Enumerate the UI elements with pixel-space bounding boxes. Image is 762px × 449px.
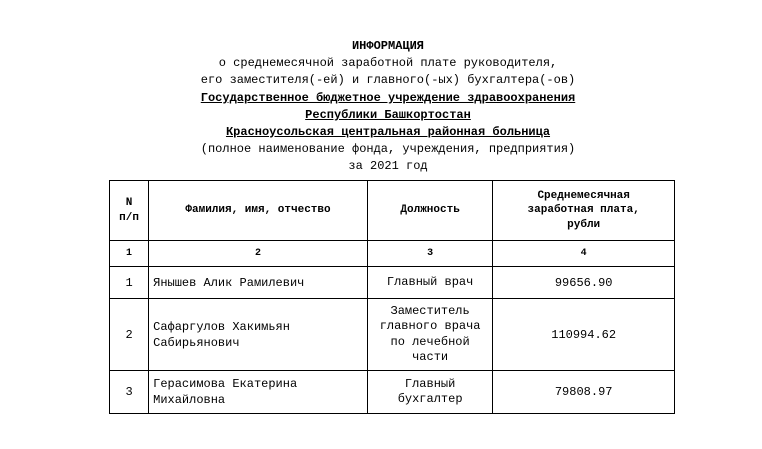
- row-number: 2: [110, 299, 149, 371]
- table-header-row: [110, 181, 675, 241]
- table-row: [110, 267, 675, 299]
- employee-position: Главный врач: [367, 267, 492, 299]
- column-index: 1: [110, 241, 149, 267]
- report-period: за 2021 год: [348, 159, 428, 174]
- average-salary: 99656.90: [493, 267, 675, 299]
- column-index: 2: [149, 241, 368, 267]
- employee-name: Янышев Алик Рамилевич: [149, 267, 368, 299]
- organization-line-3: Красноусольская центральная районная больница: [225, 125, 551, 140]
- organization-line-1: Государственное бюджетное учреждение здравоохранения: [200, 90, 576, 105]
- column-header-name: Фамилия, имя, отчество: [149, 181, 368, 241]
- column-header-salary: Среднемесячная заработная плата, рубли: [493, 181, 675, 241]
- document-title: ИНФОРМАЦИЯ: [351, 39, 424, 53]
- table-row: [110, 371, 675, 414]
- employee-position: Заместитель главного врача по лечебной части: [367, 299, 492, 371]
- subtitle-line-2: его заместителя(-ей) и главного(-ых) бухгалтера(-ов): [200, 73, 576, 88]
- average-salary: 79808.97: [493, 371, 675, 414]
- column-header-position: Должность: [367, 181, 492, 241]
- employee-name: Герасимова Екатерина Михайловна: [149, 371, 368, 414]
- subtitle-line-1: о среднемесячной заработной плате руководителя,: [218, 56, 558, 71]
- column-header-number: N п/п: [110, 181, 149, 241]
- employee-position: Главный бухгалтер: [367, 371, 492, 414]
- column-index-row: [110, 241, 675, 267]
- row-number: 1: [110, 267, 149, 299]
- employee-name: Сафаргулов Хакимьян Сабирьянович: [149, 299, 368, 371]
- table-row: [110, 299, 675, 371]
- column-index: 3: [367, 241, 492, 267]
- organization-line-2: Республики Башкортостан: [305, 107, 471, 122]
- document-header: [0, 38, 762, 176]
- organization-note: (полное наименование фонда, учреждения, предприятия): [200, 142, 576, 157]
- row-number: 3: [110, 371, 149, 414]
- average-salary: 110994.62: [493, 299, 675, 371]
- column-index: 4: [493, 241, 675, 267]
- salary-table: [109, 180, 675, 414]
